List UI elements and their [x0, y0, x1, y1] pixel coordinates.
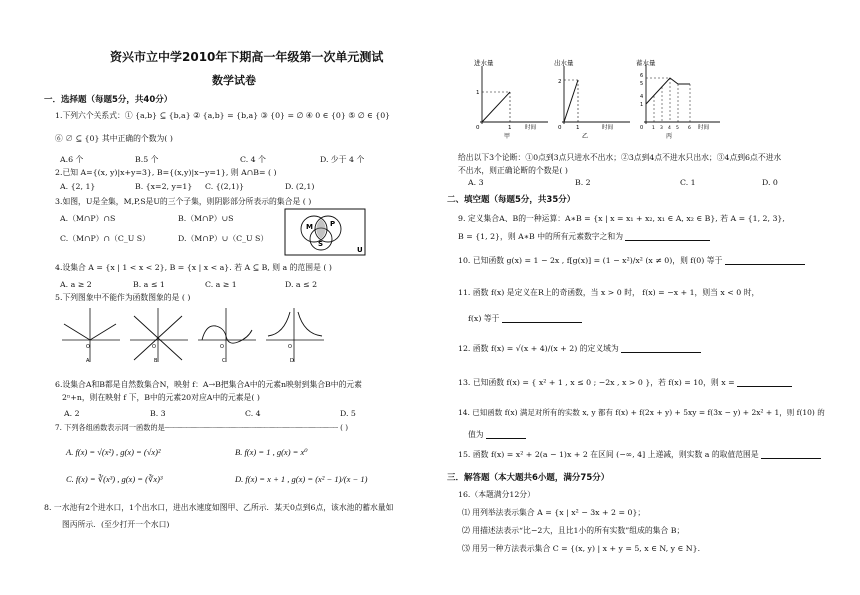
q7-text: 7. 下列各组函数表示同一函数的是┈┈┈┈┈┈┈┈┈┈┈┈┈┈┈┈┈┈┈┈┈┈┈┈┈┈┈┈┈┈┈┈┈┈┈┈┈┈┈┈ ( ) — [55, 423, 349, 432]
svg-text:6: 6 — [640, 73, 644, 79]
q15-text — [458, 450, 821, 459]
svg-text:1: 1 — [508, 125, 512, 131]
q4-option-a: A. a ≥ 2 — [60, 280, 92, 289]
q8-option-a: A. 3 — [468, 178, 484, 187]
q5-graph-d — [264, 306, 326, 364]
svg-text:O: O — [152, 344, 156, 350]
q11-text-cont — [468, 314, 582, 323]
graph-inflow-title: 进水量 — [474, 59, 494, 67]
q7-option-a: A. f(x) = √(x²) , g(x) = (√x)² — [66, 447, 161, 457]
q5-label-b: B — [154, 358, 158, 364]
venn-label-m: M — [306, 223, 313, 231]
q14-text-cont — [468, 430, 526, 439]
q8-statements: 给出以下3个论断：①0点到3点只进水不出水；②3点到4点不进水只出水；③4点到6点不进水 — [458, 153, 782, 162]
q9-text-cont-label: B = {1, 2}，则 A∗B 中的所有元素数字之和为 — [458, 232, 623, 241]
q13-text-label: 13. 已知函数 f(x) = { x² + 1 , x ≤ 0 ; −2x , x > 0 }，若 f(x) = 10，则 x = — [458, 378, 735, 387]
svg-text:4: 4 — [668, 126, 671, 131]
q3-option-d: D.（M∩P）∪（C_U S） — [178, 234, 269, 243]
svg-text:5: 5 — [676, 126, 679, 131]
q16-part2: ⑵ 用描述法表示“比−2大，且比1小的所有实数”组成的集合 B； — [462, 526, 685, 535]
section-fill-title: 二、填空题（每题5分，共35分） — [447, 195, 576, 205]
svg-text:4: 4 — [640, 94, 644, 100]
q3-option-c: C.（M∩P）∩（C_U S） — [60, 234, 150, 243]
q2-text: 2.已知 A={(x, y)|x+y=3}, B={(x,y)|x−y=1}, 则 A∩B= ( ) — [55, 168, 277, 177]
graph-inflow-time: 时间 — [525, 125, 537, 131]
svg-text:1: 1 — [476, 90, 480, 96]
graph-outflow — [552, 58, 634, 140]
q6-option-c: C. 4 — [245, 409, 261, 418]
svg-text:O: O — [288, 344, 292, 350]
svg-text:1: 1 — [576, 125, 580, 131]
q7-option-d: D. f(x) = x + 1 , g(x) = (x² − 1)/(x − 1) — [235, 474, 368, 484]
q14-text-cont-label: 值为 — [468, 430, 484, 439]
q6-option-a: A. 2 — [64, 409, 80, 418]
q1-option-b: B.5 个 — [135, 155, 159, 164]
q2-option-c: C. {(2,1)} — [205, 182, 245, 191]
q16-text: 16.（本题满分12分） — [458, 490, 535, 499]
graph-storage — [634, 58, 724, 140]
q4-option-b: B. a ≤ 1 — [133, 280, 165, 289]
q6-text: 6.设集合A和B都是自然数集合N，映射 f：A→B把集合A中的元素n映射到集合B中的元素 — [55, 380, 362, 389]
venn-label-s: S — [318, 240, 324, 248]
q15-text-label: 15. 函数 f(x) = x² + 2(a − 1)x + 2 在区间 (−∞, 4] 上递减，则实数 a 的取值范围是 — [458, 450, 759, 459]
q10-answer-blank[interactable] — [725, 256, 805, 265]
q3-option-a: A.（M∩P）∩S — [60, 214, 116, 223]
svg-text:6: 6 — [688, 126, 691, 131]
section-choice-title: 一．选择题（每题5分，共40分） — [44, 95, 173, 105]
svg-text:0: 0 — [558, 125, 562, 131]
svg-text:O: O — [86, 344, 90, 350]
graph-outflow-time: 时间 — [602, 125, 614, 131]
q6-text-cont: 2ⁿ+n，则在映射 f 下，B中的元素20对应A中的元素是( ) — [62, 393, 260, 402]
q8-statements-cont: 不出水，则正确论断的个数是( ) — [458, 166, 568, 175]
q4-option-d: D. a ≤ 2 — [285, 280, 318, 289]
graph-outflow-name: 乙 — [582, 133, 589, 140]
q1-text-cont: ⑥ ∅ ⊆ {0} 其中正确的个数为( ) — [55, 134, 173, 143]
graph-storage-time: 时间 — [698, 125, 710, 131]
svg-text:1: 1 — [640, 102, 644, 108]
q12-text-label: 12. 函数 f(x) = √(x + 4)/(x + 2) 的定义域为 — [458, 344, 619, 353]
q5-text: 5.下列图象中不能作为函数图象的是 ( ) — [55, 293, 191, 302]
q7-option-c: C. f(x) = ∛(x³) , g(x) = (∛x)³ — [66, 474, 163, 484]
q9-answer-blank[interactable] — [625, 232, 710, 241]
graph-storage-name: 丙 — [666, 133, 673, 140]
q4-option-c: C. a ≥ 1 — [205, 280, 237, 289]
q2-option-a: A. {2, 1} — [60, 182, 96, 191]
venn-diagram — [284, 208, 366, 256]
q8-option-c: C. 1 — [680, 178, 696, 187]
q1-option-a: A.6 个 — [60, 155, 84, 164]
q8-option-b: B. 2 — [575, 178, 591, 187]
svg-text:5: 5 — [640, 81, 644, 87]
q3-option-b: B.（M∩P）∪S — [178, 214, 234, 223]
q5-label-a: A — [86, 358, 90, 364]
graph-storage-title: 蓄水量 — [636, 59, 656, 67]
q8-option-d: D. 0 — [762, 178, 778, 187]
graph-inflow — [470, 58, 552, 140]
q11-text-cont-label: f(x) 等于 — [468, 314, 500, 323]
q3-text: 3.如图，U是全集，M,P,S是U的三个子集，则阴影部分所表示的集合是 ( ) — [55, 197, 312, 206]
q2-option-b: B. {x=2, y=1} — [135, 182, 193, 191]
q1-option-d: D. 少于 4 个 — [320, 155, 365, 164]
q5-label-c: C — [222, 358, 226, 364]
svg-text:1: 1 — [652, 126, 655, 131]
q1-text: 1.下列六个关系式：① {a,b} ⊆ {b,a} ② {a,b} = {b,a} ③ {0} = ∅ ④ 0 ∈ {0} ⑤ ∅ ∈ {0} — [55, 111, 391, 120]
exam-title: 资兴市立中学2010年下期高一年级第一次单元测试 — [110, 50, 384, 64]
q4-text: 4.设集合 A = {x | 1 < x < 2}, B = {x | x < a}. 若 A ⊆ B, 则 a 的范围是 ( ) — [55, 263, 332, 272]
svg-text:O: O — [220, 344, 224, 350]
venn-label-p: P — [330, 220, 336, 228]
q2-option-d: D. (2,1) — [285, 182, 315, 191]
svg-text:2: 2 — [558, 79, 562, 85]
q11-answer-blank[interactable] — [502, 314, 582, 323]
q5-graph-c — [196, 306, 258, 364]
q6-option-b: B. 3 — [150, 409, 166, 418]
q13-text — [458, 378, 792, 387]
q12-text — [458, 344, 701, 353]
q15-answer-blank[interactable] — [761, 450, 821, 459]
q14-text: 14. 已知函数 f(x) 满足对所有的实数 x, y 都有 f(x) + f(2x + y) + 5xy = f(3x − y) + 2x² + 1，则 f(10) 的 — [458, 408, 825, 417]
svg-text:0: 0 — [476, 125, 480, 131]
q11-text: 11. 函数 f(x) 是定义在R上的奇函数，当 x > 0 时， f(x) = −x + 1，则当 x < 0 时， — [458, 288, 760, 297]
q16-part1: ⑴ 用列举法表示集合 A = {x | x² − 3x + 2 = 0}； — [462, 508, 646, 517]
q5-graph-b — [128, 306, 190, 364]
svg-text:3: 3 — [660, 126, 663, 131]
graph-outflow-title: 出水量 — [554, 59, 574, 67]
q16-part3: ⑶ 用另一种方法表示集合 C = {(x, y) | x + y = 5, x ∈ N, y ∈ N}． — [462, 544, 706, 553]
graph-inflow-name: 甲 — [504, 133, 511, 140]
section-answer-title: 三．解答题（本大题共6小题，满分75分） — [447, 473, 610, 483]
q1-option-c: C. 4 个 — [240, 155, 266, 164]
q5-graph-a — [60, 306, 122, 364]
q13-answer-blank[interactable] — [737, 378, 792, 387]
q14-answer-blank[interactable] — [486, 430, 526, 439]
q10-text — [458, 256, 805, 265]
svg-text:0: 0 — [640, 125, 644, 131]
q12-answer-blank[interactable] — [621, 344, 701, 353]
q8-text: 8. 一水池有2个进水口，1个出水口，进出水速度如图甲、乙所示．某天0点到6点，该水池的蓄水量如 — [44, 503, 394, 512]
q9-text-cont — [458, 232, 710, 241]
q5-label-d: D — [290, 358, 294, 364]
exam-subtitle: 数学试卷 — [212, 74, 256, 87]
venn-label-u: U — [357, 246, 363, 254]
q8-text-cont: 图丙所示．(至少打开一个水口) — [62, 520, 170, 529]
q7-option-b: B. f(x) = 1 , g(x) = x⁰ — [235, 447, 308, 457]
q10-text-label: 10. 已知函数 g(x) = 1 − 2x , f[g(x)] = (1 − x²)/x² (x ≠ 0)，则 f(0) 等于 — [458, 256, 723, 265]
q6-option-d: D. 5 — [340, 409, 356, 418]
q9-text: 9. 定义集合A、B的一种运算：A∗B = {x | x = x₁ + x₂, x₁ ∈ A, x₂ ∈ B}, 若 A = {1, 2, 3}, — [458, 214, 785, 223]
